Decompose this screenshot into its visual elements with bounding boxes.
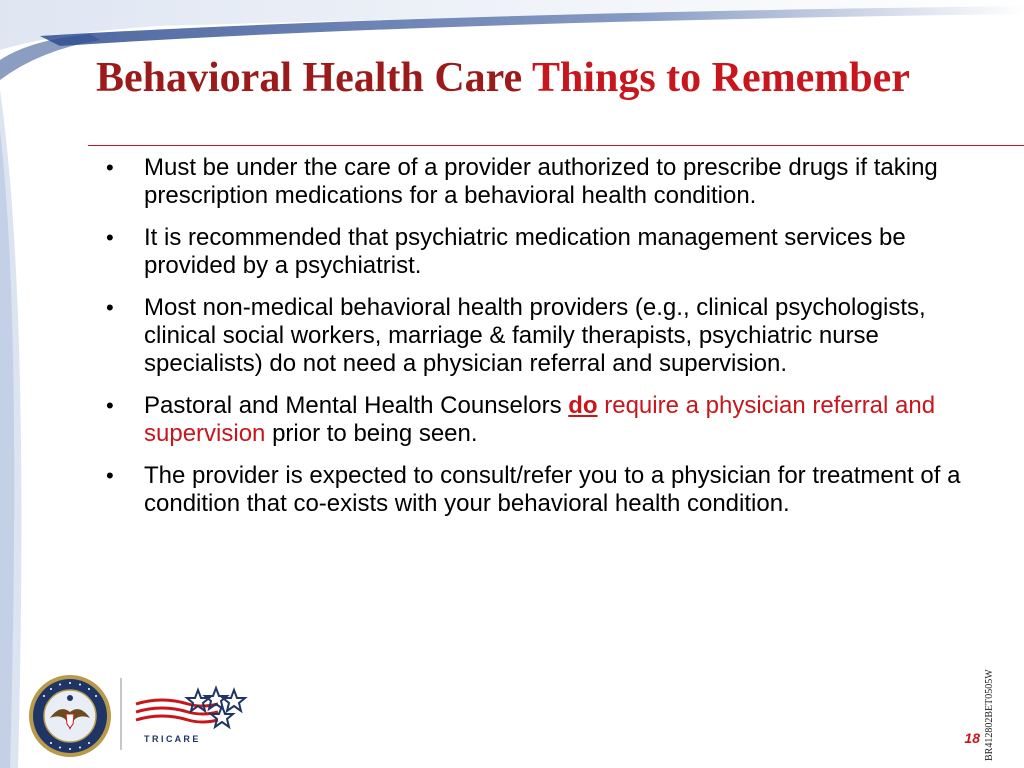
bullet-text-before: Pastoral and Mental Health Counselors [144,392,569,419]
bullet-icon: • [106,155,114,180]
bullet-text: Must be under the care of a provider authorized to prescribe drugs if taking prescription medications for a behavioral health condition. [144,154,938,209]
document-code: BR412802BET0505W [984,669,995,761]
slide-title-accent: Things to Remember [531,55,910,101]
bullet-item [100,392,970,448]
bullet-item [100,462,970,518]
bullet-text: The provider is expected to consult/refer you to a physician for treatment of a condition that co-exists with your behavioral health condition. [144,462,961,517]
slide-title-main: Behavioral Health Care [96,55,523,101]
bullet-text-after: prior to being seen. [265,420,478,447]
bullet-emphasis: do [568,392,598,419]
bullet-icon: • [106,463,114,488]
bullet-text: Most non-medical behavioral health providers (e.g., clinical psychologists, clinical social workers, marriage & family therapists, psychiatric nurse specialists) do not need a physician referral and supervision. [144,294,926,377]
bullet-icon: • [106,295,114,320]
tricare-logo [132,684,248,746]
bullet-list [100,154,970,532]
bullet-red-text: require a physician referral and supervision [144,392,936,447]
footer-divider [120,678,122,750]
bullet-item [100,154,970,210]
page-number: 18 [964,730,980,746]
bullet-icon: • [106,393,114,418]
bullet-icon: • [106,225,114,250]
bullet-item [100,294,970,378]
dod-seal-logo [28,674,112,758]
tricare-wordmark: T R I C A R E [144,734,199,744]
title-divider [88,145,1024,146]
bullet-item [100,224,970,280]
bullet-text: It is recommended that psychiatric medication management services be provided by a psychiatrist. [144,224,906,279]
slide-title [96,52,910,104]
